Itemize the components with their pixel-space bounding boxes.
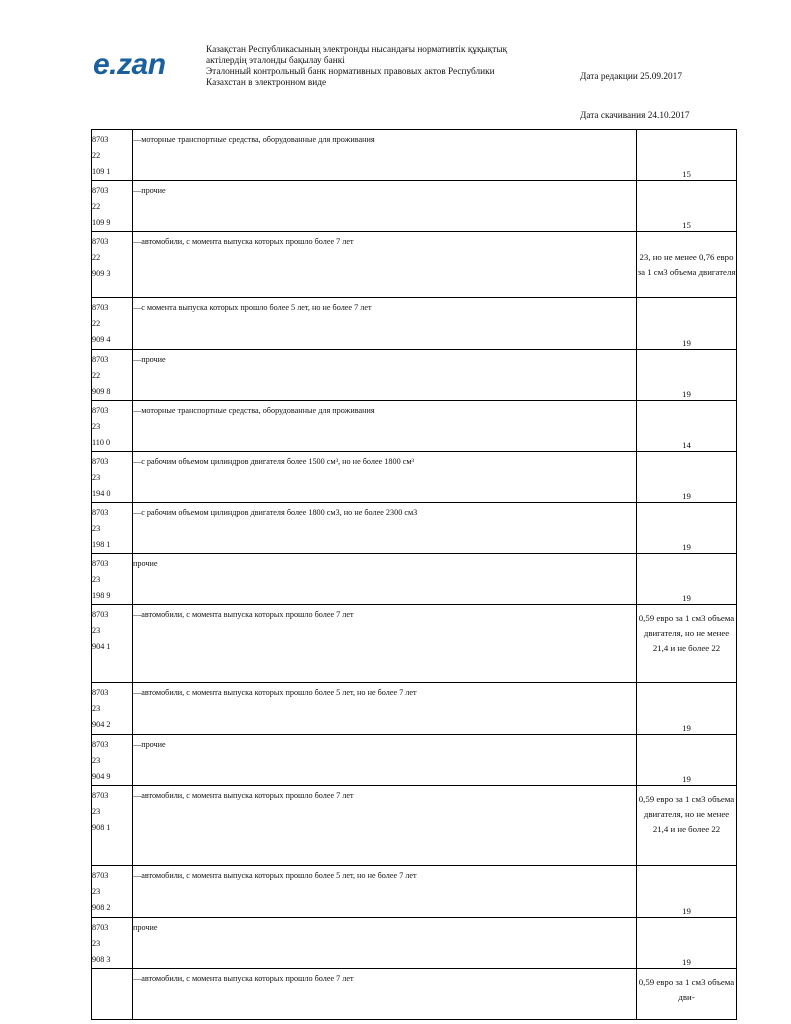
duty-rate: 19 (637, 350, 737, 401)
tariff-code-part: 8703 (92, 559, 109, 568)
table-row (92, 554, 737, 605)
tariff-code-part: 909 3 (92, 269, 111, 278)
table-row (92, 503, 737, 554)
tariff-code-part: 908 1 (92, 823, 111, 832)
tariff-code-part: 8703 (92, 688, 109, 697)
tariff-code-part: 8703 (92, 457, 109, 466)
tariff-code-part: 8703 (92, 923, 109, 932)
goods-description: —моторные транспортные средства, оборудованные для проживания (133, 401, 637, 452)
goods-description: —автомобили, с момента выпуска которых прошло более 5 лет, но не более 7 лет (133, 866, 637, 918)
table-row (92, 786, 737, 866)
duty-rate: 15 (637, 130, 737, 181)
tariff-code-part: 8703 (92, 237, 109, 246)
goods-description: прочие (133, 554, 637, 605)
table-row (92, 866, 737, 918)
tariff-code-part: 8703 (92, 135, 109, 144)
duty-rate: 0,59 евро за 1 см3 объема дви- (637, 969, 737, 1020)
edition-date: Дата редакции 25.09.2017 (580, 72, 682, 82)
goods-description: —с рабочим объемом цилиндров двигателя более 1500 см³, но не более 1800 см³ (133, 452, 637, 503)
tariff-code-part: 904 9 (92, 772, 111, 781)
goods-description: прочие (133, 918, 637, 969)
header-title-line-4: Казахстан в электронном виде (206, 78, 327, 88)
tariff-code-part: 109 9 (92, 218, 111, 227)
tariff-code-part: 908 3 (92, 955, 111, 964)
tariff-code (92, 918, 133, 969)
goods-description: —автомобили, с момента выпуска которых прошло более 7 лет (133, 786, 637, 866)
tariff-code-part: 198 9 (92, 591, 111, 600)
tariff-code (92, 735, 133, 786)
tariff-code-part: 8703 (92, 610, 109, 619)
table-row (92, 452, 737, 503)
tariff-code-part: 8703 (92, 508, 109, 517)
duty-rate: 23, но не менее 0,76 евро за 1 см3 объема двигателя (637, 232, 737, 298)
tariff-code-part: 23 (92, 626, 101, 635)
tariff-table (91, 129, 737, 1020)
tariff-code-part: 109 1 (92, 167, 111, 176)
duty-rate: 19 (637, 554, 737, 605)
duty-rate: 15 (637, 181, 737, 232)
tariff-code (92, 401, 133, 452)
table-row (92, 969, 737, 1020)
tariff-code (92, 786, 133, 866)
table-row (92, 130, 737, 181)
tariff-code (92, 130, 133, 181)
header-title-line-1: Казақстан Республикасының электронды нысандағы нормативтік құқықтық (206, 45, 508, 55)
goods-description: —прочие (133, 350, 637, 401)
table-row (92, 181, 737, 232)
tariff-code (92, 969, 133, 1020)
ezan-logo: e.zan (93, 48, 166, 81)
tariff-code-part: 909 8 (92, 387, 111, 396)
table-row (92, 298, 737, 350)
tariff-code-part: 22 (92, 319, 101, 328)
tariff-code-part: 22 (92, 371, 101, 380)
table-row (92, 350, 737, 401)
goods-description: —прочие (133, 735, 637, 786)
goods-description: —автомобили, с момента выпуска которых прошло более 7 лет (133, 605, 637, 683)
duty-rate: 0,59 евро за 1 см3 объема двигателя, но не менее 21,4 и не более 22 (637, 786, 737, 866)
header-title (206, 45, 556, 89)
duty-rate: 19 (637, 735, 737, 786)
tariff-code-part (92, 1003, 132, 1019)
tariff-code-part: 904 1 (92, 642, 111, 651)
tariff-code-part: 8703 (92, 871, 109, 880)
duty-rate: 19 (637, 452, 737, 503)
tariff-code (92, 503, 133, 554)
goods-description: —моторные транспортные средства, оборудованные для проживания (133, 130, 637, 181)
tariff-code-part: 110 0 (92, 438, 111, 447)
tariff-code-part: 8703 (92, 791, 109, 800)
tariff-code (92, 181, 133, 232)
tariff-table-body (92, 130, 737, 1020)
goods-description: —автомобили, с момента выпуска которых прошло более 7 лет (133, 232, 637, 298)
table-row (92, 735, 737, 786)
tariff-code-part (92, 971, 132, 987)
duty-rate: 14 (637, 401, 737, 452)
table-row (92, 232, 737, 298)
tariff-code-part: 23 (92, 524, 101, 533)
tariff-code-part: 8703 (92, 186, 109, 195)
tariff-code-part: 23 (92, 887, 101, 896)
goods-description: —с рабочим объемом цилиндров двигателя более 1800 см3, но не более 2300 см3 (133, 503, 637, 554)
tariff-code (92, 554, 133, 605)
tariff-code-part: 8703 (92, 406, 109, 415)
tariff-code-part: 23 (92, 939, 101, 948)
goods-description: —автомобили, с момента выпуска которых прошло более 5 лет, но не более 7 лет (133, 683, 637, 735)
goods-description: —с момента выпуска которых прошло более 5 лет, но не более 7 лет (133, 298, 637, 350)
duty-rate: 19 (637, 918, 737, 969)
tariff-code-part: 198 1 (92, 540, 111, 549)
tariff-code-part: 904 2 (92, 720, 111, 729)
goods-description: —автомобили, с момента выпуска которых прошло более 7 лет (133, 969, 637, 1020)
tariff-code (92, 232, 133, 298)
table-row (92, 918, 737, 969)
tariff-code-part: 23 (92, 422, 101, 431)
tariff-code-part: 909 4 (92, 335, 111, 344)
tariff-code (92, 298, 133, 350)
tariff-code-part: 23 (92, 807, 101, 816)
tariff-code-part (92, 987, 132, 1003)
tariff-code (92, 866, 133, 918)
tariff-code-part: 23 (92, 575, 101, 584)
tariff-code (92, 350, 133, 401)
tariff-code-part: 22 (92, 202, 101, 211)
header-dates (580, 45, 690, 136)
tariff-code (92, 605, 133, 683)
duty-rate: 19 (637, 866, 737, 918)
header-title-line-2: актілердің эталонды бақылау банкі (206, 56, 345, 66)
tariff-code-part: 22 (92, 253, 101, 262)
table-row (92, 683, 737, 735)
tariff-code-part: 8703 (92, 303, 109, 312)
tariff-code-part: 23 (92, 704, 101, 713)
table-row (92, 605, 737, 683)
goods-description: —прочие (133, 181, 637, 232)
tariff-code-part: 908 2 (92, 903, 111, 912)
tariff-code-part: 8703 (92, 740, 109, 749)
header-title-line-3: Эталонный контрольный банк нормативных правовых актов Республики (206, 67, 495, 77)
duty-rate: 19 (637, 683, 737, 735)
tariff-code-part: 22 (92, 151, 101, 160)
duty-rate: 0,59 евро за 1 см3 объема двигателя, но не менее 21,4 и не более 22 (637, 605, 737, 683)
tariff-code-part: 23 (92, 473, 101, 482)
download-date: Дата скачивания 24.10.2017 (580, 111, 690, 121)
tariff-code-part: 23 (92, 756, 101, 765)
tariff-code (92, 452, 133, 503)
tariff-code (92, 683, 133, 735)
duty-rate: 19 (637, 298, 737, 350)
table-row (92, 401, 737, 452)
tariff-code-part: 194 0 (92, 489, 111, 498)
duty-rate: 19 (637, 503, 737, 554)
tariff-code-part: 8703 (92, 355, 109, 364)
